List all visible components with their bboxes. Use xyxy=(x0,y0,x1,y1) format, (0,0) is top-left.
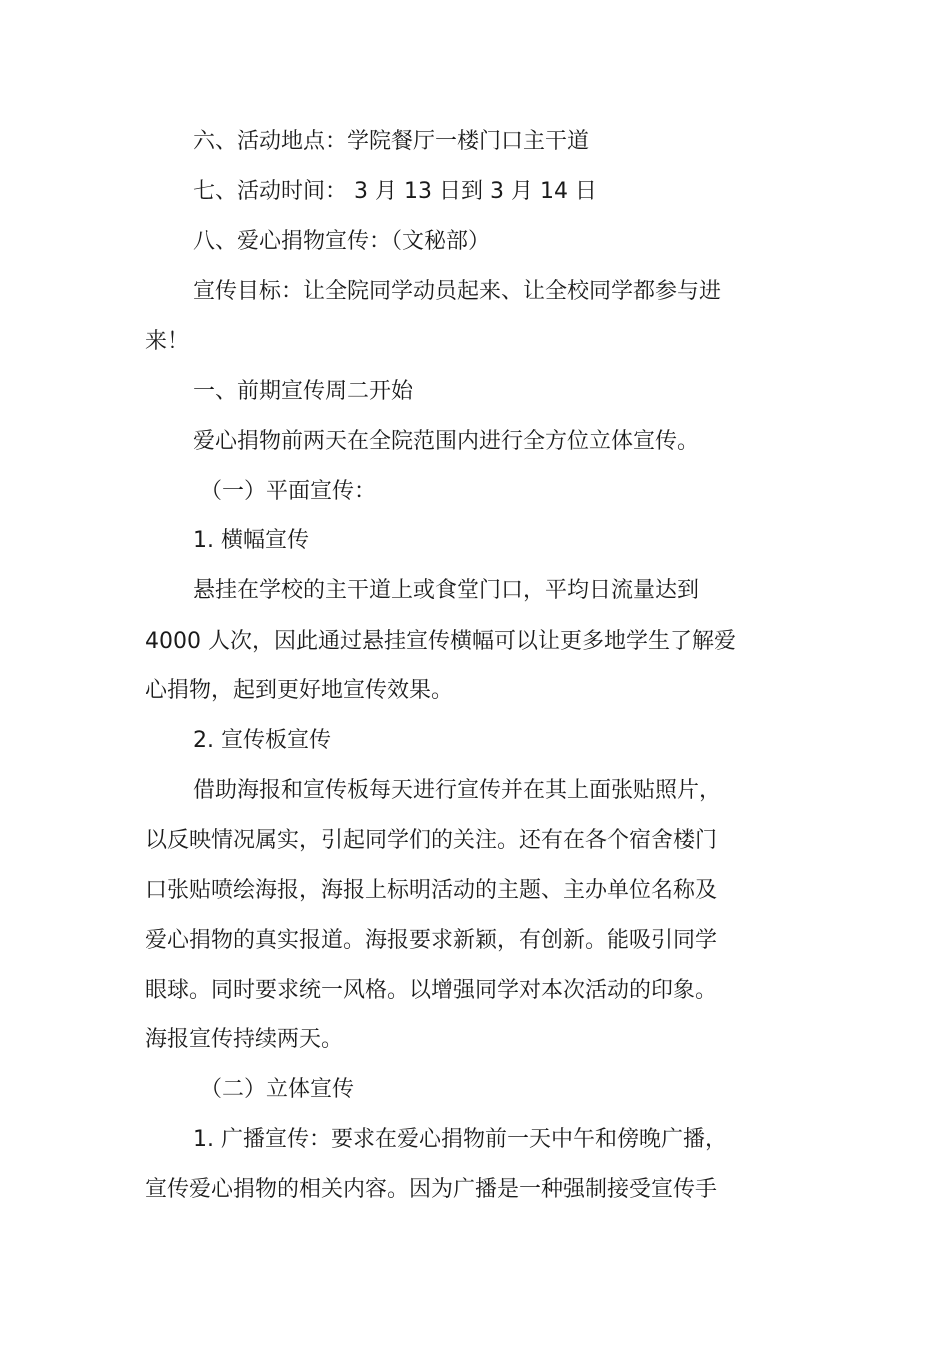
banner-promo-text: 悬挂在学校的主干道上或食堂门口，平均日流量达到 xyxy=(193,578,700,603)
board-promo-text-cont5: 海报宣传持续两天。 xyxy=(145,1027,344,1052)
activity-time-line: 七、活动时间： 3 月 13 日到 3 月 14 日 xyxy=(193,179,597,204)
board-promo-text-cont4: 眼球。同时要求统一风格。以增强同学对本次活动的印象。 xyxy=(145,978,718,1003)
broadcast-promo-text: 1. 广播宣传：要求在爱心捐物前一天中午和傍晚广播， xyxy=(193,1127,727,1152)
board-promo-heading: 2. 宣传板宣传 xyxy=(193,728,331,753)
donation-promo-heading: 八、爱心捐物宣传：（文秘部） xyxy=(193,229,491,254)
broadcast-promo-text-cont: 宣传爱心捐物的相关内容。因为广播是一种强制接受宣传手 xyxy=(145,1177,718,1202)
promo-goal-line-cont: 来！ xyxy=(145,329,190,354)
pre-promo-text: 爱心捐物前两天在全院范围内进行全方位立体宣传。 xyxy=(193,429,700,454)
board-promo-text-cont3: 爱心捐物的真实报道。海报要求新颖，有创新。能吸引同学 xyxy=(145,928,718,953)
3d-promo-heading: （二）立体宣传 xyxy=(200,1077,355,1102)
board-promo-text: 借助海报和宣传板每天进行宣传并在其上面张贴照片， xyxy=(193,778,722,803)
activity-location-line: 六、活动地点：学院餐厅一楼门口主干道 xyxy=(193,129,590,154)
board-promo-text-cont: 以反映情况属实，引起同学们的关注。还有在各个宿舍楼门 xyxy=(145,828,718,853)
pre-promo-heading: 一、前期宣传周二开始 xyxy=(193,379,414,404)
promo-goal-line: 宣传目标：让全院同学动员起来、让全校同学都参与进 xyxy=(193,279,722,304)
banner-promo-text-cont: 4000 人次，因此通过悬挂宣传横幅可以让更多地学生了解爱 xyxy=(145,629,736,654)
board-promo-text-cont2: 口张贴喷绘海报，海报上标明活动的主题、主办单位名称及 xyxy=(145,878,718,903)
print-promo-heading: （一）平面宣传： xyxy=(200,479,377,504)
banner-promo-heading: 1. 横幅宣传 xyxy=(193,528,309,553)
banner-promo-text-cont2: 心捐物，起到更好地宣传效果。 xyxy=(145,678,454,703)
